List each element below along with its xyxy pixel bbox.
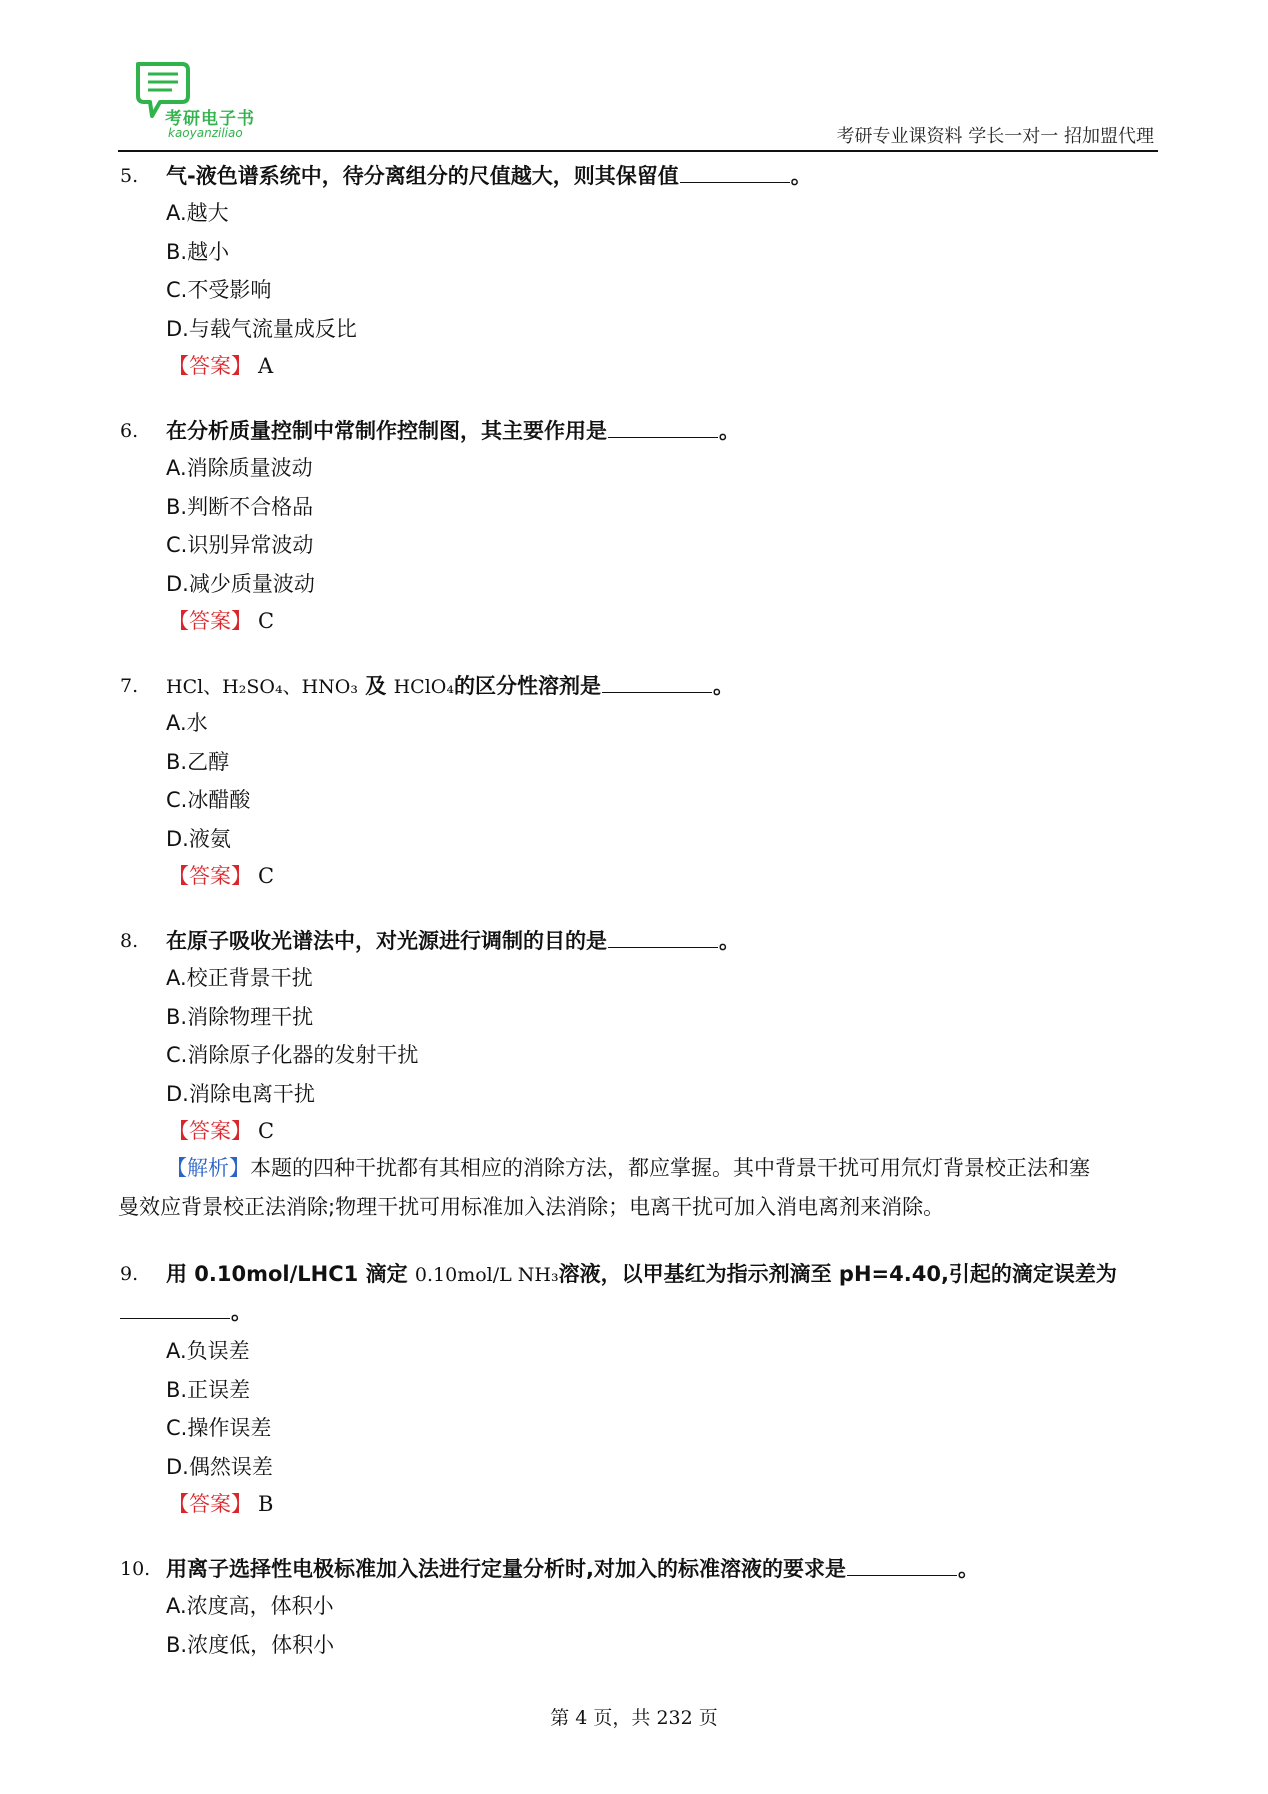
answer-blank [602,670,712,693]
page-footer: 第 4 页，共 232 页 [550,1707,718,1729]
option-b: B.越小 [166,239,230,264]
logo-subtext: kaoyanziliao [168,126,243,140]
answer-blank [847,1553,957,1576]
option-a: A.消除质量波动 [166,456,313,480]
option-a: A.越大 [166,201,229,225]
question-7 [120,668,1160,894]
answer-value: C [258,864,275,888]
option-c: C.冰醋酸 [166,788,251,812]
explanation-text: 曼效应背景校正法消除;物理干扰可用标准加入法消除；电离干扰可加入消电离剂来消除。 [118,1195,945,1219]
answer-line [168,1486,1160,1522]
question-number: 5. [120,165,139,187]
option-b: B.正误差 [166,1377,251,1402]
option-b: B.乙醇 [166,749,230,774]
option-b: B.浓度低，体积小 [166,1632,335,1657]
option-b: B.判断不合格品 [166,494,314,519]
option-d: D.液氨 [166,826,231,851]
answer-blank [680,160,790,183]
question-number: 7. [120,675,139,697]
answer-value: B [258,1492,274,1516]
explanation [118,1149,1160,1227]
option-a: A.负误差 [166,1339,250,1363]
question-text: 气-液色谱系统中，待分离组分的尺值越大，则其保留值 [166,164,679,188]
answer-blank [608,925,718,948]
chem-formula: HClO₄ [393,676,454,698]
question-text: 溶液，以甲基红为指示剂滴至 pH=4.40,引起的滴定误差为 [558,1262,1117,1286]
answer-tag: 【答案】 [168,1119,252,1143]
question-10 [120,1551,1160,1664]
option-c: C.不受影响 [166,278,272,302]
explanation-text: 本题的四种干扰都有其相应的消除方法，都应掌握。其中背景干扰可用氘灯背景校正法和塞 [250,1156,1090,1180]
question-stem [120,1256,1160,1292]
answer-line [168,1113,1160,1149]
answer-line [168,858,1160,894]
answer-tag: 【答案】 [168,864,252,888]
question-5 [120,158,1160,384]
answer-line [168,348,1160,384]
question-8 [120,923,1160,1227]
chem-formula: 0.10mol/L NH₃ [414,1264,559,1286]
answer-tag: 【答案】 [168,354,252,378]
option-d: D.减少质量波动 [166,571,315,596]
option-c: C.消除原子化器的发射干扰 [166,1043,419,1067]
explanation-tag: 【解析】 [166,1156,250,1180]
question-text: 的区分性溶剂是 [453,674,601,698]
option-c: C.识别异常波动 [166,533,314,557]
question-stem: 5. 气-液色谱系统中，待分离组分的尺值越大，则其保留值 。 [120,158,1160,194]
option-a: A.校正背景干扰 [166,966,313,990]
chem-formula: HCl、H₂SO₄、HNO₃ [166,676,358,698]
question-number: 6. [120,420,139,442]
answer-tag: 【答案】 [168,1492,252,1516]
question-6 [120,413,1160,639]
question-text: 在原子吸收光谱法中，对光源进行调制的目的是 [166,929,607,953]
answer-value: C [258,1119,275,1143]
answer-blank [608,415,718,438]
question-number: 10. [120,1558,151,1580]
header-divider [118,150,1158,152]
logo-text: 考研电子书 [165,109,255,129]
answer-value: C [258,609,275,633]
answer-tag: 【答案】 [168,609,252,633]
answer-line [168,603,1160,639]
question-stem: 7. HCl、H₂SO₄、HNO₃ 及 HClO₄的区分性溶剂是 。 [120,668,1160,704]
question-text: 用 0.10mol/LHC1 滴定 [166,1262,408,1286]
answer-blank [120,1296,230,1319]
question-stem: 6. 在分析质量控制中常制作控制图，其主要作用是 。 [120,413,1160,449]
option-d: D.与载气流量成反比 [166,316,357,341]
option-d: D.偶然误差 [166,1454,273,1479]
option-b: B.消除物理干扰 [166,1004,314,1029]
header-tagline: 考研专业课资料 学长一对一 招加盟代理 [836,126,1154,147]
option-a: A.浓度高，体积小 [166,1594,334,1618]
answer-value: A [258,354,274,378]
question-number: 9. [120,1263,139,1285]
question-text: 用离子选择性电极标准加入法进行定量分析时,对加入的标准溶液的要求是 [166,1557,846,1581]
question-stem: 8. 在原子吸收光谱法中，对光源进行调制的目的是 。 [120,923,1160,959]
question-text: 在分析质量控制中常制作控制图，其主要作用是 [166,419,607,443]
question-9: 9. 用 0.10mol/LHC1 滴定 0.10mol/L NH₃溶液，以甲基红为指示剂滴至 pH=4.40,引起的滴定误差为 。 A.负误差 B.正误差 C.操作误差 D.偶然误差 【答案】 B [120,1256,1160,1522]
option-d: D.消除电离干扰 [166,1081,315,1106]
option-a: A.水 [166,711,208,735]
option-c: C.操作误差 [166,1416,272,1440]
question-stem: 10. 用离子选择性电极标准加入法进行定量分析时,对加入的标准溶液的要求是 。 [120,1551,1160,1587]
question-number: 8. [120,930,139,952]
